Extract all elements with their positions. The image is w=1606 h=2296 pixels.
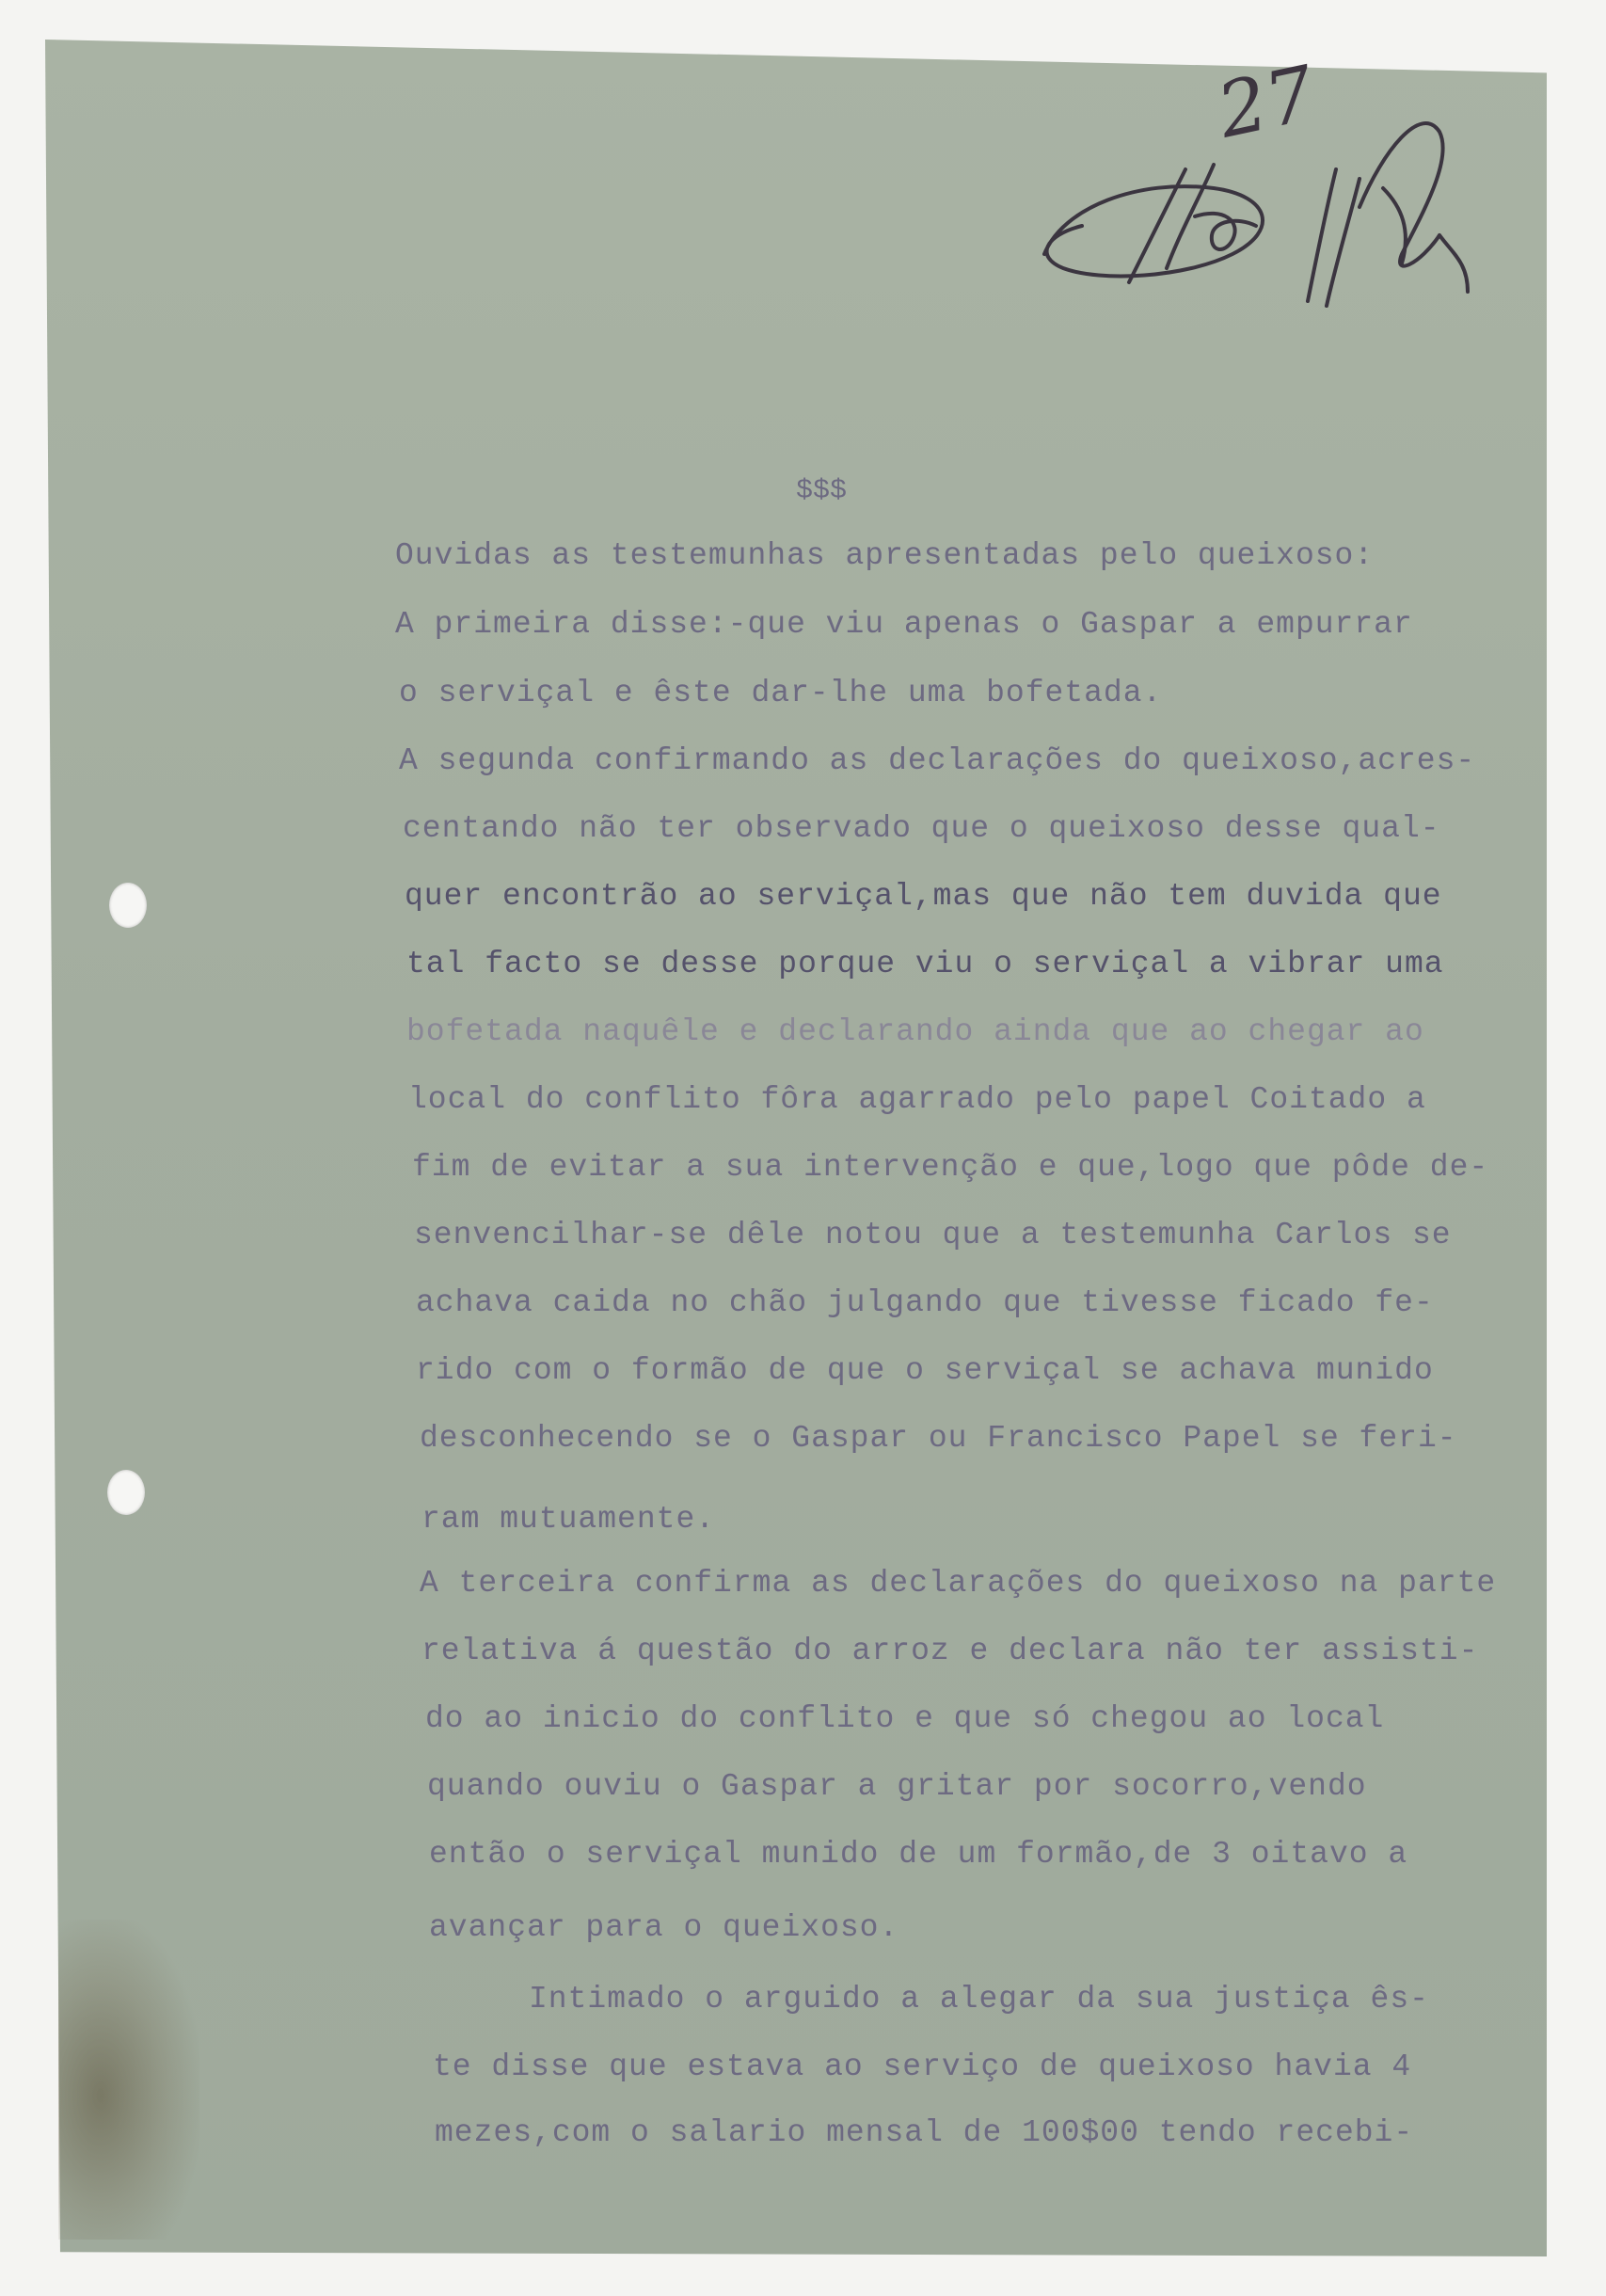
text-line: fim de evitar a sua intervenção e que,logo que pôde de- (412, 1150, 1489, 1185)
text-line: ram mutuamente. (421, 1502, 716, 1537)
text-line: desconhecendo se o Gaspar ou Francisco Papel se feri- (420, 1421, 1457, 1456)
text-line: do ao inicio do conflito e que só chegou ao local (425, 1701, 1385, 1736)
text-line: rido com o formão de que o serviçal se achava munido (416, 1353, 1434, 1388)
text-line: o serviçal e êste dar-lhe uma bofetada. (399, 676, 1163, 710)
text-line: A segunda confirmando as declarações do queixoso,acres- (399, 743, 1476, 778)
text-line: quando ouviu o Gaspar a gritar por socorro,vendo (427, 1769, 1367, 1804)
text-line: te disse que estava ao serviço de queixoso havia 4 (433, 2049, 1412, 2084)
text-line: relativa á questão do arroz e declara não ter assisti- (421, 1634, 1479, 1668)
text-line: avançar para o queixoso. (429, 1910, 899, 1945)
text-line: A primeira disse:-que viu apenas o Gaspar a empurrar (395, 607, 1413, 642)
text-line: senvencilhar-se dêle notou que a testemunha Carlos se (414, 1218, 1452, 1252)
text-line: Intimado o arguido a alegar da sua justiça ês- (529, 1982, 1429, 2017)
text-line: quer encontrão ao serviçal,mas que não tem duvida que (405, 879, 1442, 914)
text-line: centando não ter observado que o queixoso desse qual- (403, 811, 1440, 846)
text-line: mezes,com o salario mensal de 100$00 tendo recebi- (435, 2115, 1414, 2150)
text-line: bofetada naquêle e declarando ainda que ao chegar ao (406, 1014, 1424, 1049)
text-line: então o serviçal munido de um formão,de 3 oitavo a (429, 1837, 1408, 1872)
text-line: A terceira confirma as declarações do queixoso na parte (420, 1566, 1497, 1601)
section-marker: $$$ (796, 475, 848, 507)
text-line: tal facto se desse porque viu o serviçal a vibrar uma (406, 947, 1444, 981)
text-line: Ouvidas as testemunhas apresentadas pelo queixoso: (395, 538, 1375, 573)
text-line: achava caida no chão julgando que tivesse ficado fe- (416, 1285, 1434, 1320)
folio-number: 27 (1210, 49, 1323, 155)
text-line: local do conflito fôra agarrado pelo papel Coitado a (408, 1082, 1426, 1117)
